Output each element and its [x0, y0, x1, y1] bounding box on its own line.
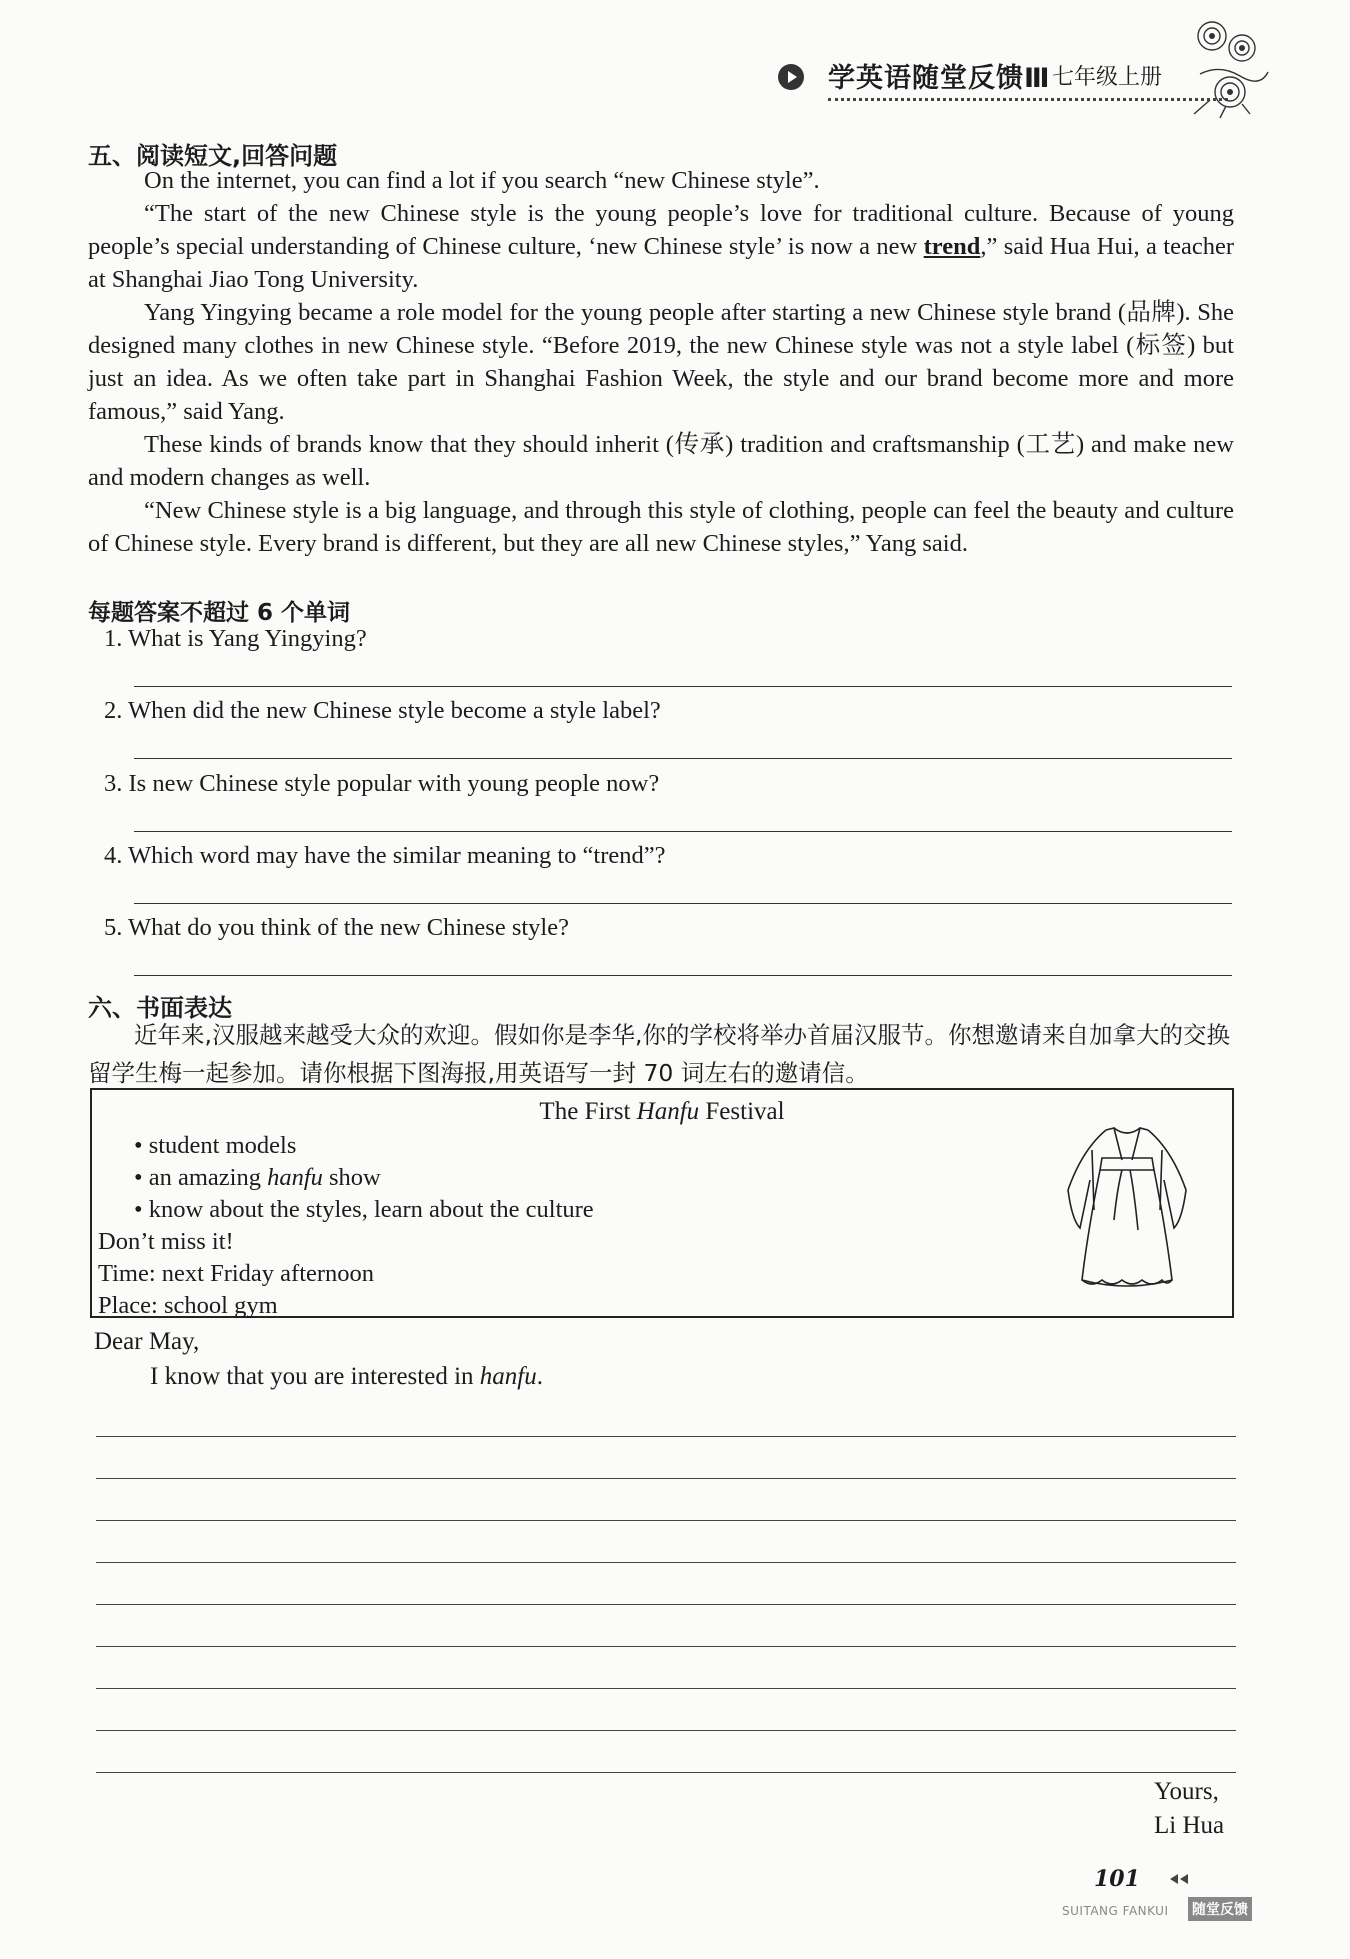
- page-number: 101: [1094, 1866, 1140, 1892]
- writing-line-6[interactable]: [96, 1646, 1236, 1647]
- grade-label: 七年级上册: [1052, 65, 1163, 90]
- poster-time: Time: next Friday afternoon: [98, 1260, 375, 1287]
- poster-bullet-2: • an amazing hanfu show: [134, 1164, 381, 1191]
- flower-decoration-icon: [1190, 14, 1270, 124]
- answer-line-4[interactable]: [134, 903, 1232, 904]
- answer-line-3[interactable]: [134, 831, 1232, 832]
- writing-line-4[interactable]: [96, 1562, 1236, 1563]
- paragraph-5-text: “New Chinese style is a big language, and through this style of clothing, people can feel the beauty and culture of Chinese style. Every brand is different, but they are all new Chinese styles,” Yang said.: [88, 497, 1234, 557]
- writing-line-7[interactable]: [96, 1688, 1236, 1689]
- answer-instruction: 每题答案不超过 6 个单词: [88, 600, 351, 626]
- poster-place: Place: school gym: [98, 1292, 278, 1319]
- poster-bullet-1: • student models: [134, 1132, 297, 1159]
- reading-paragraph-4: [88, 428, 1234, 494]
- writing-line-8[interactable]: [96, 1730, 1236, 1731]
- festival-poster: [90, 1088, 1234, 1318]
- paragraph-1-text: On the internet, you can find a lot if you search “new Chinese style”.: [144, 167, 820, 194]
- page-header: [770, 48, 1240, 108]
- double-arrow-left-icon: [1168, 1873, 1190, 1885]
- hanfu-dress-icon: [1062, 1120, 1192, 1300]
- writing-prompt: [88, 1016, 1234, 1092]
- book-title: 学英语随堂反馈Ⅲ: [828, 63, 1051, 94]
- writing-line-1[interactable]: [96, 1436, 1236, 1437]
- question-5: 5. What do you think of the new Chinese style?: [104, 914, 569, 941]
- answer-line-2[interactable]: [134, 758, 1232, 759]
- reading-paragraph-3: [88, 296, 1234, 428]
- paragraph-2-text-a: “The start of the new Chinese style is the young people’s love for traditional culture. Because of young people’s special understanding of Chinese culture, ‘new Chinese style’ is now a new: [88, 200, 1234, 260]
- poster-reminder: Don’t miss it!: [98, 1228, 234, 1255]
- reading-paragraph-1: [88, 164, 1234, 197]
- writing-line-5[interactable]: [96, 1604, 1236, 1605]
- writing-line-3[interactable]: [96, 1520, 1236, 1521]
- letter-signature: Li Hua: [1154, 1812, 1225, 1839]
- reading-paragraph-2: [88, 197, 1234, 296]
- question-4: 4. Which word may have the similar meaning to “trend”?: [104, 842, 666, 869]
- writing-line-9[interactable]: [96, 1772, 1236, 1773]
- question-3: 3. Is new Chinese style popular with young people now?: [104, 770, 660, 797]
- footer-brand-cn: 随堂反馈: [1188, 1897, 1252, 1921]
- reading-paragraph-5: [88, 494, 1234, 560]
- paragraph-2-text-b: ,” said Hua Hui, a teacher at Shanghai Jiao Tong University.: [88, 233, 1234, 293]
- footer-brand-en: SUITANG FANKUI: [1062, 1904, 1169, 1918]
- letter-greeting: Dear May,: [94, 1328, 200, 1355]
- letter-opening: I know that you are interested in hanfu.: [150, 1363, 543, 1390]
- paragraph-4-text: These kinds of brands know that they should inherit (传承) tradition and craftsmanship (工艺) and make new and modern changes as well.: [88, 431, 1234, 491]
- writing-prompt-text: 近年来,汉服越来越受大众的欢迎。假如你是李华,你的学校将举办首届汉服节。你想邀请来自加拿大的交换留学生梅一起参加。请你根据下图海报,用英语写一封 70 词左右的邀请信。: [88, 1021, 1230, 1087]
- header-divider: [828, 98, 1228, 101]
- answer-line-5[interactable]: [134, 975, 1232, 976]
- answer-line-1[interactable]: [134, 686, 1232, 687]
- paragraph-3-text: Yang Yingying became a role model for the young people after starting a new Chinese style brand (品牌). She designed many clothes in new Chinese style. “Before 2019, the new Chinese style was not a style label (标签) but just an idea. As we often take part in Shanghai Fashion Week, the style and our brand become more and more famous,” said Yang.: [88, 299, 1234, 425]
- question-1: 1. What is Yang Yingying?: [104, 625, 367, 652]
- writing-line-2[interactable]: [96, 1478, 1236, 1479]
- section-5-heading: 五、阅读短文,回答问题: [88, 142, 338, 170]
- trend-keyword: trend: [923, 233, 981, 260]
- poster-title: The First Hanfu Festival: [539, 1098, 785, 1125]
- play-icon: [778, 64, 804, 90]
- question-2: 2. When did the new Chinese style become a style label?: [104, 697, 661, 724]
- letter-closing: Yours,: [1154, 1778, 1219, 1805]
- section-6-heading: 六、书面表达: [88, 994, 232, 1022]
- poster-bullet-3: • know about the styles, learn about the culture: [134, 1196, 594, 1223]
